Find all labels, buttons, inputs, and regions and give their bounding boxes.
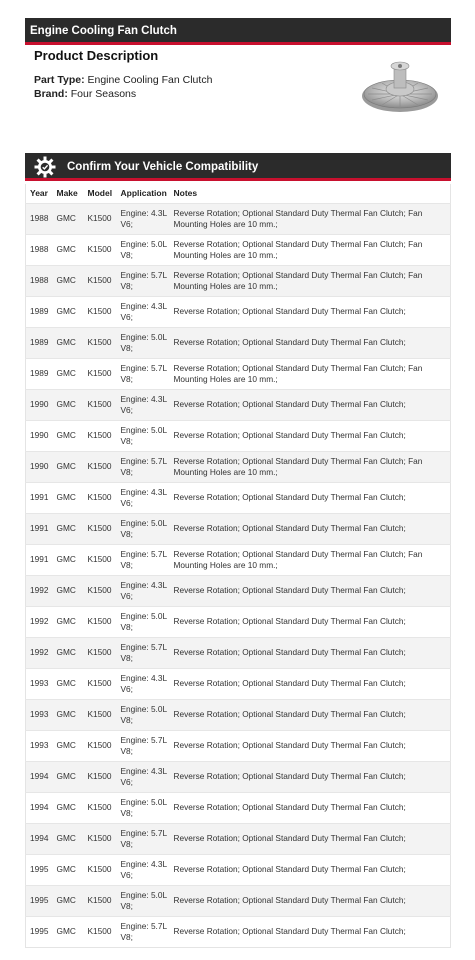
cell-notes: Reverse Rotation; Optional Standard Duty Thermal Fan Clutch;	[173, 709, 406, 720]
cell-model: K1500	[87, 368, 112, 379]
table-row	[26, 854, 451, 885]
cell-notes: Reverse Rotation; Optional Standard Duty Thermal Fan Clutch; Fan Mounting Holes are 10 mm.;	[173, 456, 423, 477]
cell-year: 1991	[30, 554, 49, 565]
cell-notes: Reverse Rotation; Optional Standard Duty Thermal Fan Clutch;	[173, 771, 406, 782]
cell-make: GMC	[56, 430, 76, 441]
cell-make: GMC	[56, 678, 76, 689]
table-row	[26, 451, 451, 482]
cell-notes: Reverse Rotation; Optional Standard Duty Thermal Fan Clutch;	[173, 306, 406, 317]
cell-year: 1993	[30, 678, 49, 689]
cell-make: GMC	[56, 554, 76, 565]
cell-application: Engine: 5.7L V8;	[120, 735, 167, 756]
table-row	[26, 482, 451, 513]
cell-application: Engine: 5.0L V8;	[120, 890, 167, 911]
column-header-model: Model	[84, 184, 117, 203]
cell-make: GMC	[56, 864, 76, 875]
cell-make: GMC	[56, 926, 76, 937]
cell-notes: Reverse Rotation; Optional Standard Duty Thermal Fan Clutch;	[173, 740, 406, 751]
cell-notes: Reverse Rotation; Optional Standard Duty Thermal Fan Clutch;	[173, 585, 406, 596]
product-description-title: Product Description	[34, 48, 159, 63]
compatibility-table	[25, 184, 451, 948]
cell-model: K1500	[87, 647, 112, 658]
cell-make: GMC	[56, 647, 76, 658]
cell-model: K1500	[87, 430, 112, 441]
cell-notes: Reverse Rotation; Optional Standard Duty Thermal Fan Clutch; Fan Mounting Holes are 10 mm.;	[173, 239, 423, 260]
page-title: Engine Cooling Fan Clutch	[30, 25, 177, 37]
compatibility-table-body	[26, 203, 451, 947]
table-row	[26, 327, 451, 358]
cell-year: 1991	[30, 492, 49, 503]
table-row	[26, 668, 451, 699]
cell-make: GMC	[56, 244, 76, 255]
table-row	[26, 606, 451, 637]
table-row	[26, 389, 451, 420]
cell-application: Engine: 5.7L V8;	[120, 642, 167, 663]
cell-model: K1500	[87, 585, 112, 596]
table-row	[26, 699, 451, 730]
cell-notes: Reverse Rotation; Optional Standard Duty Thermal Fan Clutch; Fan Mounting Holes are 10 mm.;	[173, 363, 423, 384]
cell-model: K1500	[87, 616, 112, 627]
cell-year: 1992	[30, 647, 49, 658]
cell-application: Engine: 4.3L V6;	[120, 394, 167, 415]
table-row	[26, 544, 451, 575]
cell-year: 1988	[30, 275, 49, 286]
cell-model: K1500	[87, 833, 112, 844]
cell-model: K1500	[87, 802, 112, 813]
cell-year: 1992	[30, 616, 49, 627]
cell-application: Engine: 5.7L V8;	[120, 828, 167, 849]
cell-application: Engine: 4.3L V6;	[120, 301, 167, 322]
cell-make: GMC	[56, 709, 76, 720]
cell-make: GMC	[56, 802, 76, 813]
table-row	[26, 203, 451, 234]
cell-model: K1500	[87, 709, 112, 720]
cell-notes: Reverse Rotation; Optional Standard Duty Thermal Fan Clutch; Fan Mounting Holes are 10 mm.;	[173, 549, 423, 570]
cell-application: Engine: 4.3L V6;	[120, 487, 167, 508]
compatibility-title: Confirm Your Vehicle Compatibility	[67, 161, 259, 173]
cell-make: GMC	[56, 275, 76, 286]
cell-application: Engine: 5.0L V8;	[120, 611, 167, 632]
cell-notes: Reverse Rotation; Optional Standard Duty Thermal Fan Clutch;	[173, 430, 406, 441]
table-row	[26, 265, 451, 296]
cell-notes: Reverse Rotation; Optional Standard Duty Thermal Fan Clutch;	[173, 337, 406, 348]
cell-application: Engine: 5.7L V8;	[120, 921, 167, 942]
table-row	[26, 234, 451, 265]
cell-make: GMC	[56, 461, 76, 472]
cell-notes: Reverse Rotation; Optional Standard Duty Thermal Fan Clutch;	[173, 492, 406, 503]
table-row	[26, 792, 451, 823]
cell-year: 1993	[30, 740, 49, 751]
table-row	[26, 358, 451, 389]
cell-notes: Reverse Rotation; Optional Standard Duty Thermal Fan Clutch;	[173, 802, 406, 813]
cell-model: K1500	[87, 275, 112, 286]
table-row	[26, 296, 451, 327]
part-type-label: Part Type:	[34, 74, 85, 86]
cell-application: Engine: 4.3L V6;	[120, 859, 167, 880]
cell-make: GMC	[56, 337, 76, 348]
cell-year: 1993	[30, 709, 49, 720]
cell-make: GMC	[56, 616, 76, 627]
compatibility-header-bar	[25, 153, 451, 181]
cell-model: K1500	[87, 523, 112, 534]
cell-make: GMC	[56, 213, 76, 224]
table-row	[26, 637, 451, 668]
cell-model: K1500	[87, 492, 112, 503]
cell-notes: Reverse Rotation; Optional Standard Duty Thermal Fan Clutch;	[173, 523, 406, 534]
cell-year: 1989	[30, 337, 49, 348]
cell-make: GMC	[56, 895, 76, 906]
table-row	[26, 823, 451, 854]
cell-model: K1500	[87, 864, 112, 875]
product-details	[34, 74, 212, 101]
cell-make: GMC	[56, 399, 76, 410]
cell-year: 1994	[30, 833, 49, 844]
cell-model: K1500	[87, 399, 112, 410]
cell-application: Engine: 4.3L V6;	[120, 673, 167, 694]
cell-model: K1500	[87, 740, 112, 751]
cell-year: 1995	[30, 864, 49, 875]
cell-year: 1988	[30, 244, 49, 255]
cell-application: Engine: 4.3L V6;	[120, 208, 167, 229]
cell-year: 1994	[30, 802, 49, 813]
cell-model: K1500	[87, 461, 112, 472]
cell-application: Engine: 5.7L V8;	[120, 456, 167, 477]
part-type-value: Engine Cooling Fan Clutch	[87, 74, 213, 86]
table-row	[26, 916, 451, 947]
cell-make: GMC	[56, 306, 76, 317]
cell-model: K1500	[87, 771, 112, 782]
column-header-make: Make	[53, 184, 84, 203]
brand-line	[34, 88, 212, 102]
cell-make: GMC	[56, 740, 76, 751]
cell-make: GMC	[56, 585, 76, 596]
cell-make: GMC	[56, 833, 76, 844]
cell-year: 1994	[30, 771, 49, 782]
cell-year: 1995	[30, 895, 49, 906]
page-header-bar	[25, 18, 451, 45]
brand-value: Four Seasons	[70, 87, 137, 100]
cell-year: 1989	[30, 368, 49, 379]
cell-notes: Reverse Rotation; Optional Standard Duty Thermal Fan Clutch;	[173, 399, 406, 410]
cell-notes: Reverse Rotation; Optional Standard Duty Thermal Fan Clutch; Fan Mounting Holes are 10 mm.;	[173, 208, 423, 229]
column-header-notes: Notes	[170, 184, 451, 203]
table-row	[26, 513, 451, 544]
fan-clutch-image	[360, 58, 440, 118]
cell-application: Engine: 4.3L V6;	[120, 766, 167, 787]
cell-model: K1500	[87, 554, 112, 565]
cell-make: GMC	[56, 523, 76, 534]
cell-application: Engine: 5.0L V8;	[120, 239, 167, 260]
gear-check-icon	[34, 156, 56, 178]
cell-application: Engine: 5.7L V8;	[120, 270, 167, 291]
table-row	[26, 575, 451, 606]
cell-application: Engine: 5.0L V8;	[120, 797, 167, 818]
part-type-line	[34, 74, 212, 88]
cell-application: Engine: 5.0L V8;	[120, 425, 167, 446]
cell-notes: Reverse Rotation; Optional Standard Duty Thermal Fan Clutch;	[173, 864, 406, 875]
cell-model: K1500	[87, 926, 112, 937]
cell-model: K1500	[87, 244, 112, 255]
cell-model: K1500	[87, 213, 112, 224]
cell-model: K1500	[87, 306, 112, 317]
cell-year: 1990	[30, 399, 49, 410]
cell-notes: Reverse Rotation; Optional Standard Duty Thermal Fan Clutch;	[173, 926, 406, 937]
cell-year: 1989	[30, 306, 49, 317]
cell-year: 1990	[30, 461, 49, 472]
cell-year: 1990	[30, 430, 49, 441]
cell-application: Engine: 5.0L V8;	[120, 518, 167, 539]
cell-model: K1500	[87, 337, 112, 348]
cell-model: K1500	[87, 678, 112, 689]
cell-make: GMC	[56, 492, 76, 503]
table-row	[26, 761, 451, 792]
cell-notes: Reverse Rotation; Optional Standard Duty Thermal Fan Clutch; Fan Mounting Holes are 10 mm.;	[173, 270, 423, 291]
cell-application: Engine: 5.0L V8;	[120, 332, 167, 353]
cell-year: 1988	[30, 213, 49, 224]
cell-application: Engine: 5.7L V8;	[120, 363, 167, 384]
table-header-row	[26, 184, 451, 203]
cell-application: Engine: 4.3L V6;	[120, 580, 167, 601]
cell-application: Engine: 5.0L V8;	[120, 704, 167, 725]
cell-make: GMC	[56, 368, 76, 379]
cell-model: K1500	[87, 895, 112, 906]
table-row	[26, 730, 451, 761]
cell-notes: Reverse Rotation; Optional Standard Duty Thermal Fan Clutch;	[173, 678, 406, 689]
cell-notes: Reverse Rotation; Optional Standard Duty Thermal Fan Clutch;	[173, 895, 406, 906]
cell-notes: Reverse Rotation; Optional Standard Duty Thermal Fan Clutch;	[173, 833, 406, 844]
cell-application: Engine: 5.7L V8;	[120, 549, 167, 570]
column-header-application: Application	[117, 184, 170, 203]
cell-notes: Reverse Rotation; Optional Standard Duty Thermal Fan Clutch;	[173, 616, 406, 627]
cell-year: 1995	[30, 926, 49, 937]
table-row	[26, 420, 451, 451]
cell-make: GMC	[56, 771, 76, 782]
table-row	[26, 885, 451, 916]
cell-notes: Reverse Rotation; Optional Standard Duty Thermal Fan Clutch;	[173, 647, 406, 658]
cell-year: 1992	[30, 585, 49, 596]
brand-label: Brand:	[34, 87, 68, 100]
cell-year: 1991	[30, 523, 49, 534]
column-header-year: Year	[26, 184, 53, 203]
